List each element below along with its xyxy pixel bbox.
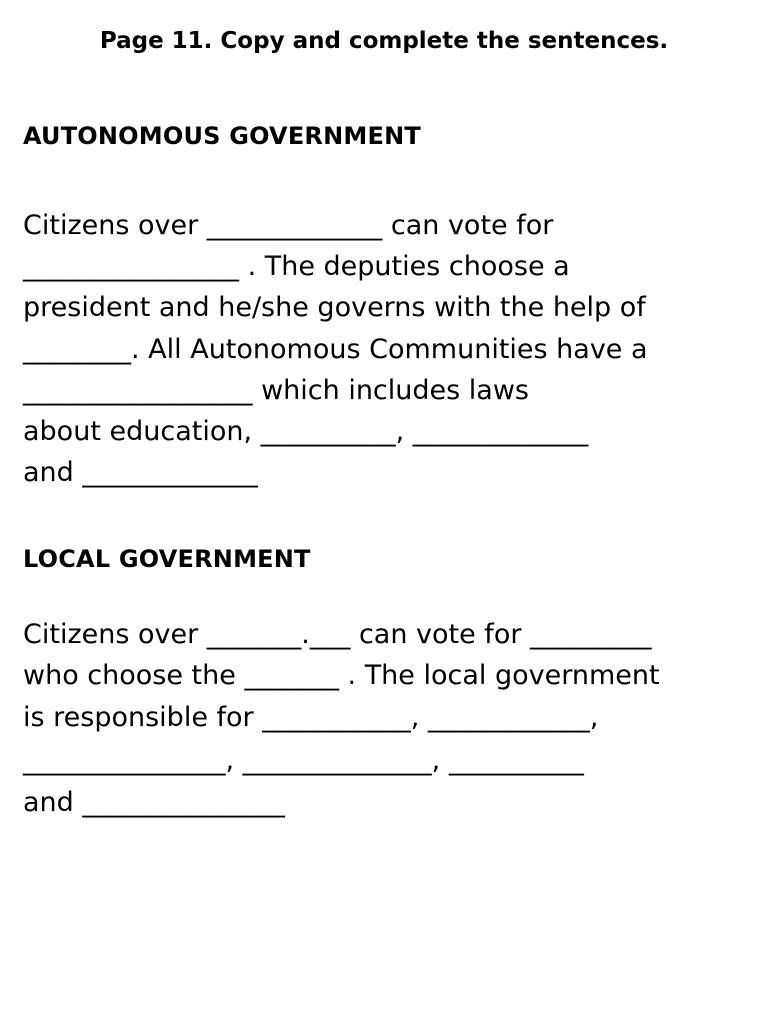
page-title: Page 11. Copy and complete the sentences. [99,28,669,54]
text-line: who choose the _______ . The local government [23,660,660,691]
text-line: and _______________ [23,787,285,818]
text-line: president and he/she governs with the help of [23,292,646,323]
text-line: about education, __________, _____________ [23,416,589,447]
text-line: ________. All Autonomous Communities have a [23,334,648,365]
text-line: and _____________ [23,457,258,488]
section-heading-autonomous-government: AUTONOMOUS GOVERNMENT [23,122,421,150]
text-line: _______________, ______________, __________ [23,745,584,776]
text-line: ________________ . The deputies choose a [23,251,570,282]
text-line: Citizens over _______.___ can vote for _________ [23,619,652,650]
text-line: _________________ which includes laws [23,375,529,406]
text-line: is responsible for ___________, ____________, [23,702,599,733]
text-line: Citizens over _____________ can vote for [23,210,554,241]
section-heading-local-government: LOCAL GOVERNMENT [23,545,311,573]
